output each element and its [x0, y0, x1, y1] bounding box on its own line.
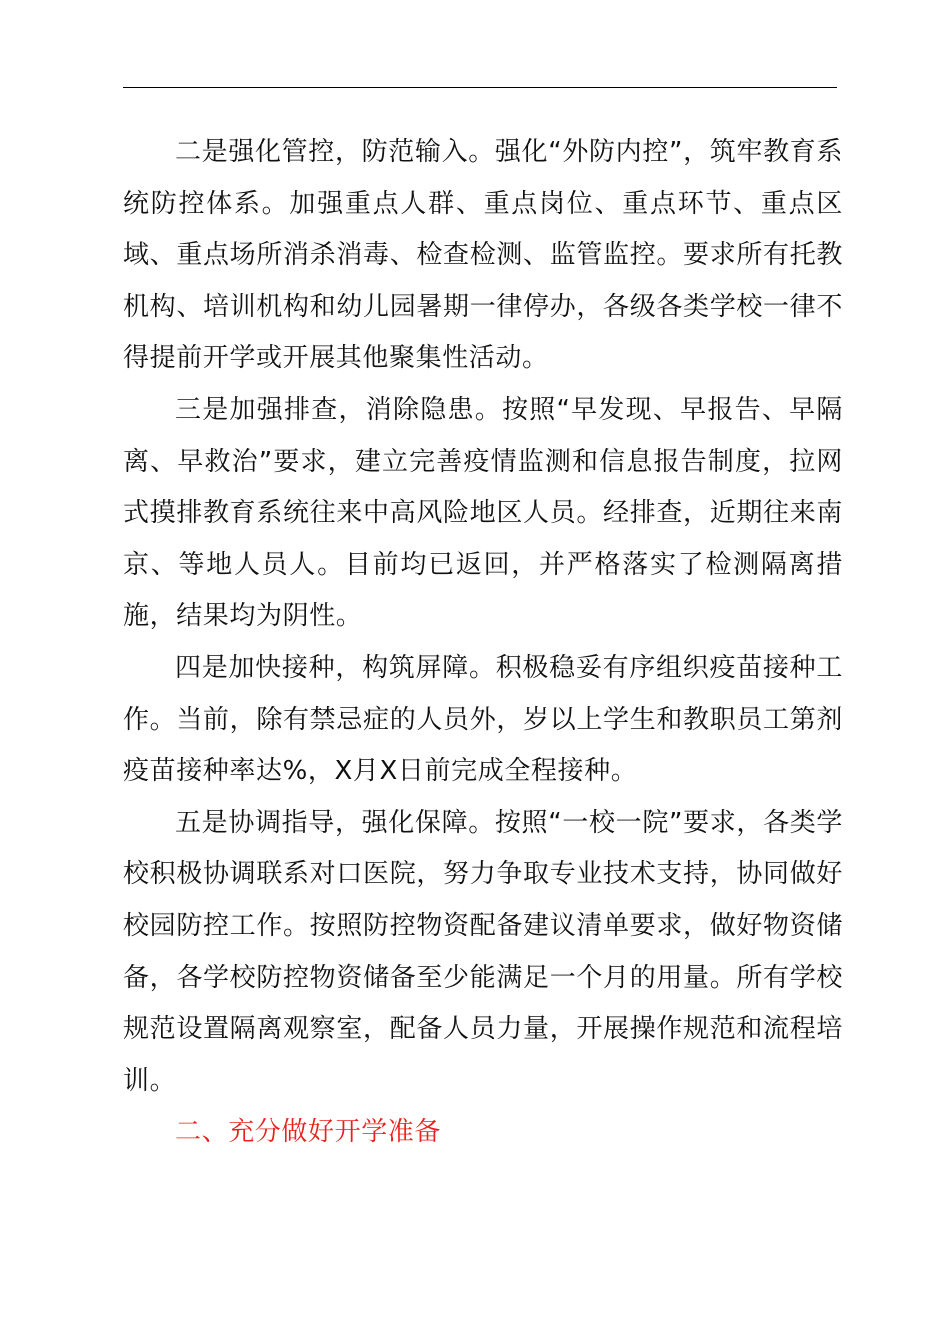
- paragraph-strengthen-control: 二是强化管控，防范输入。强化“外防内控”，筑牢教育系统防控体系。加强重点人群、重点岗位、重点环节、重点区域、重点场所消杀消毒、检查检测、监管监控。要求所有托教机构、培训机构和幼儿园暑期一律停办，各级各类学校一律不得提前开学或开展其他聚集性活动。: [123, 137, 843, 374]
- paragraph-investigation: 三是加强排查，消除隐患。按照“早发现、早报告、早隔离、早救治”要求，建立完善疫情监测和信息报告制度，拉网式摸排教育系统往来中高风险地区人员。经排查，近期往来南京、等地人员人。目前均已返回，并严格落实了检测隔离措施，结果均为阴性。: [123, 394, 843, 632]
- header-divider: [123, 87, 837, 88]
- paragraph-coordination: 五是协调指导，强化保障。按照“一校一院”要求，各类学校积极协调联系对口医院，努力争取专业技术支持，协同做好校园防控工作。按照防控物资配备建议清单要求，做好物资储备，各学校防控物资储备至少能满足一个月的用量。所有学校规范设置隔离观察室，配备人员力量，开展操作规范和流程培训。: [123, 807, 843, 1096]
- paragraph-vaccination: 四是加快接种，构筑屏障。积极稳妥有序组织疫苗接种工作。当前，除有禁忌症的人员外，岁以上学生和教职员工第剂疫苗接种率达%，X月X日前完成全程接种。: [123, 652, 843, 787]
- section-heading: 二、充分做好开学准备: [175, 1117, 442, 1148]
- document-body: [123, 127, 843, 1159]
